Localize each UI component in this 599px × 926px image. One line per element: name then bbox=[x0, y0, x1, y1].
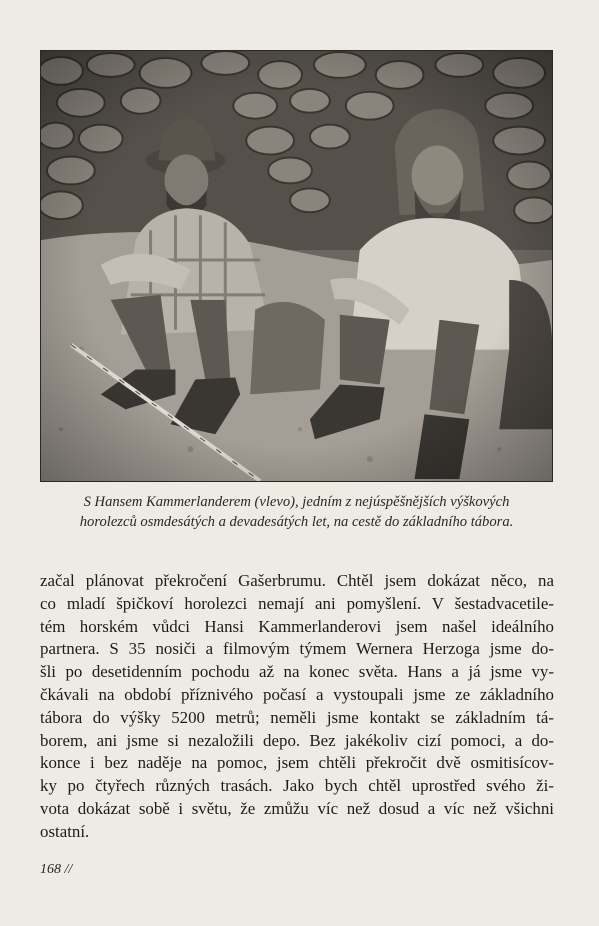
body-line: konce i bez naděje na pomoc, jsem chtěli překročit dvě osmitisícov- bbox=[40, 753, 554, 773]
body-line: ostatní. bbox=[40, 821, 90, 841]
caption-line: S Hansem Kammerlanderem (vlevo), jedním z nejúspěšnějších výškových bbox=[83, 494, 510, 510]
body-paragraph bbox=[40, 570, 554, 844]
caption-line: horolezců osmdesátých a devadesátých let, na cestě do základního tábora. bbox=[79, 514, 514, 530]
body-line: šli po desetidenním pochodu až na konec světa. Hans a já jsme vy- bbox=[40, 662, 554, 682]
body-line: tém horském vůdci Hansi Kammerlanderovi jsem našel ideálního bbox=[40, 616, 554, 636]
body-line: ky po čtyřech různých trasách. Jako bych chtěl uprostřed svého ži- bbox=[40, 776, 554, 796]
body-line: začal plánovat překročení Gašerbrumu. Chtěl jsem dokázat něco, na bbox=[40, 571, 554, 590]
body-line: vota dokázat sobě i světu, že zmůžu víc než dosud a víc než všichni bbox=[40, 798, 554, 818]
photo-caption bbox=[40, 492, 553, 532]
body-line: partnera. S 35 nosiči a filmovým týmem Wernera Herzoga jsme do- bbox=[40, 639, 554, 659]
body-line: čkávali na období příznivého počasí a vystoupali jsme ze základního bbox=[40, 684, 554, 704]
body-line: tábora do výšky 5200 metrů; neměli jsme kontakt se základním tá- bbox=[40, 707, 554, 727]
body-line: borem, ani jsme si nezaložili depo. Bez jakékoliv cizí pomoci, a do- bbox=[40, 730, 554, 750]
photograph bbox=[40, 50, 553, 482]
two-climbers-photo bbox=[41, 51, 552, 481]
page-number: 168 // bbox=[40, 862, 73, 877]
body-line: co mladí špičkoví horolezci nemají ani pomyšlení. V šestadvacetile- bbox=[40, 593, 554, 613]
